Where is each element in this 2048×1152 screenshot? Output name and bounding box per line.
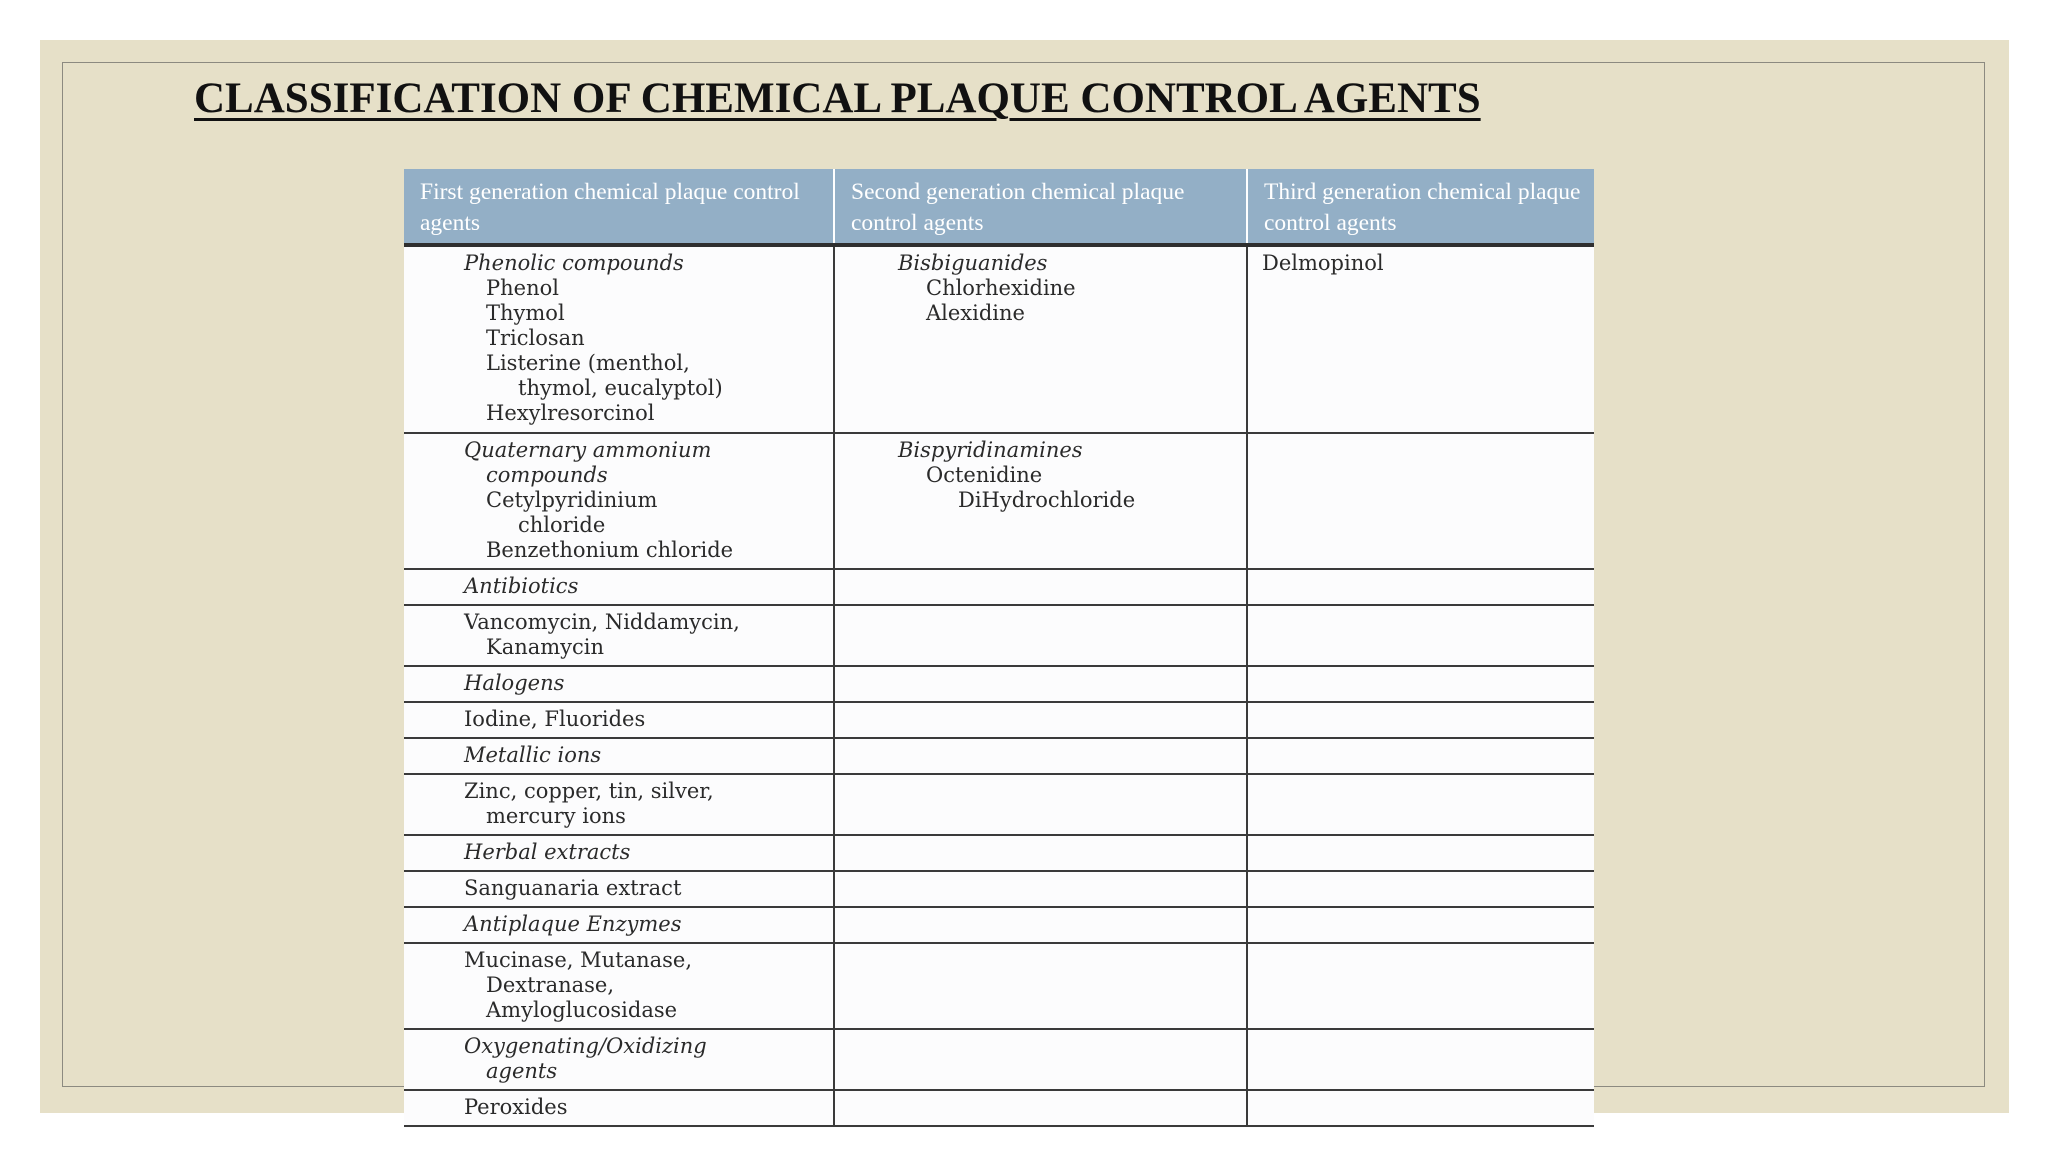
agent-item: DiHydrochloride <box>958 488 1136 512</box>
header-row <box>404 169 1594 245</box>
agent-item: Hexylresorcinol <box>486 401 655 425</box>
cell-first-oxygenating-cat <box>404 1029 834 1090</box>
cell-empty <box>834 1090 1247 1126</box>
category-label: Bispyridinamines <box>898 438 1083 462</box>
cell-first-halogens <box>404 702 834 738</box>
cell-second-bispyridinamines <box>834 433 1247 569</box>
cell-empty <box>834 569 1247 605</box>
cell-empty <box>1247 943 1594 1029</box>
agent-item: Phenol <box>486 276 559 300</box>
table-row-metallic-cat <box>404 738 1594 774</box>
cell-empty <box>834 738 1247 774</box>
agent-item: Cetylpyridinium <box>486 488 658 512</box>
category-label: Oxygenating/Oxidizing <box>464 1034 707 1058</box>
cell-first-halogens-cat <box>404 666 834 702</box>
category-label: compounds <box>486 463 608 487</box>
cell-empty <box>834 605 1247 666</box>
table-row-oxygenating-cat <box>404 1029 1594 1090</box>
cell-first-herbal-cat <box>404 835 834 871</box>
cell-second-bisbiguanides <box>834 245 1247 433</box>
cell-first-enzymes <box>404 943 834 1029</box>
category-label: Bisbiguanides <box>898 251 1048 275</box>
agent-item: Triclosan <box>486 326 585 350</box>
header-first-generation: First generation chemical plaque control agents <box>404 169 834 245</box>
agent-item: Vancomycin, Niddamycin, <box>464 610 740 634</box>
category-label: Halogens <box>464 671 565 695</box>
cell-empty <box>834 702 1247 738</box>
cell-first-herbal <box>404 871 834 907</box>
category-label: Metallic ions <box>464 743 602 767</box>
agent-item: Amyloglucosidase <box>486 998 678 1022</box>
cell-third-empty <box>1247 433 1594 569</box>
cell-first-antibiotics <box>404 605 834 666</box>
table-row-herbal <box>404 871 1594 907</box>
cell-empty <box>1247 702 1594 738</box>
agent-item: mercury ions <box>486 804 626 828</box>
cell-empty <box>1247 835 1594 871</box>
cell-first-enzymes-cat <box>404 907 834 943</box>
classification-table <box>404 169 1594 1128</box>
agent-item: Thymol <box>486 301 565 325</box>
agent-item: Alexidine <box>926 301 1025 325</box>
cell-empty <box>834 774 1247 835</box>
slide <box>40 40 2009 1119</box>
table-row-enzymes-cat <box>404 907 1594 943</box>
cell-empty <box>1247 774 1594 835</box>
agent-item: Sanguanaria extract <box>464 876 682 900</box>
agent-item: Dextranase, <box>486 973 615 997</box>
agent-item: Mucinase, Mutanase, <box>464 948 693 972</box>
cell-empty <box>1247 666 1594 702</box>
cell-first-peroxides <box>404 1090 834 1126</box>
agent-item: Peroxides <box>464 1095 568 1119</box>
table-row-metallic <box>404 774 1594 835</box>
category-label: agents <box>486 1059 558 1083</box>
table-row-phenolic <box>404 245 1594 433</box>
agent-item: Zinc, copper, tin, silver, <box>464 779 714 803</box>
cell-empty <box>1247 569 1594 605</box>
category-label: Phenolic compounds <box>464 251 684 275</box>
agent-item: Octenidine <box>926 463 1043 487</box>
header-third-generation: Third generation chemical plaque control agents <box>1247 169 1594 245</box>
cell-empty <box>1247 1029 1594 1090</box>
table-row-herbal-cat <box>404 835 1594 871</box>
slide-title: CLASSIFICATION OF CHEMICAL PLAQUE CONTROL AGENTS <box>194 75 1481 122</box>
cell-third-delmopinol <box>1247 245 1594 433</box>
agent-item: Chlorhexidine <box>926 276 1076 300</box>
cell-empty <box>834 943 1247 1029</box>
cell-empty <box>1247 1090 1594 1126</box>
agent-item: Kanamycin <box>486 635 605 659</box>
cell-empty <box>1247 605 1594 666</box>
agent-item: Delmopinol <box>1262 251 1384 275</box>
cell-empty <box>834 1029 1247 1090</box>
table-row-enzymes <box>404 943 1594 1029</box>
agent-item: Listerine (menthol, <box>486 351 690 375</box>
agent-item: Iodine, Fluorides <box>464 707 646 731</box>
table-row-antibiotics-cat <box>404 569 1594 605</box>
table-row-oxygenating <box>404 1090 1594 1126</box>
cell-first-phenolic <box>404 245 834 433</box>
cell-empty <box>834 666 1247 702</box>
cell-empty <box>1247 907 1594 943</box>
category-label: Antiplaque Enzymes <box>464 912 682 936</box>
cell-first-metallic <box>404 774 834 835</box>
cell-first-metallic-cat <box>404 738 834 774</box>
agent-item: chloride <box>518 513 606 537</box>
header-second-generation: Second generation chemical plaque control agents <box>834 169 1247 245</box>
category-label: Antibiotics <box>464 574 579 598</box>
cell-empty <box>834 835 1247 871</box>
cell-empty <box>1247 871 1594 907</box>
agent-item: thymol, eucalyptol) <box>518 376 723 400</box>
category-label: Quaternary ammonium <box>464 438 712 462</box>
table-row-halogens <box>404 702 1594 738</box>
category-label: Herbal extracts <box>464 840 631 864</box>
cell-empty <box>834 907 1247 943</box>
cell-first-antibiotics-cat <box>404 569 834 605</box>
table-row-antibiotics <box>404 605 1594 666</box>
table-row-halogens-cat <box>404 666 1594 702</box>
cell-empty <box>834 871 1247 907</box>
cell-first-quaternary <box>404 433 834 569</box>
table-row-quaternary <box>404 433 1594 569</box>
cell-empty <box>1247 738 1594 774</box>
agent-item: Benzethonium chloride <box>486 538 734 562</box>
